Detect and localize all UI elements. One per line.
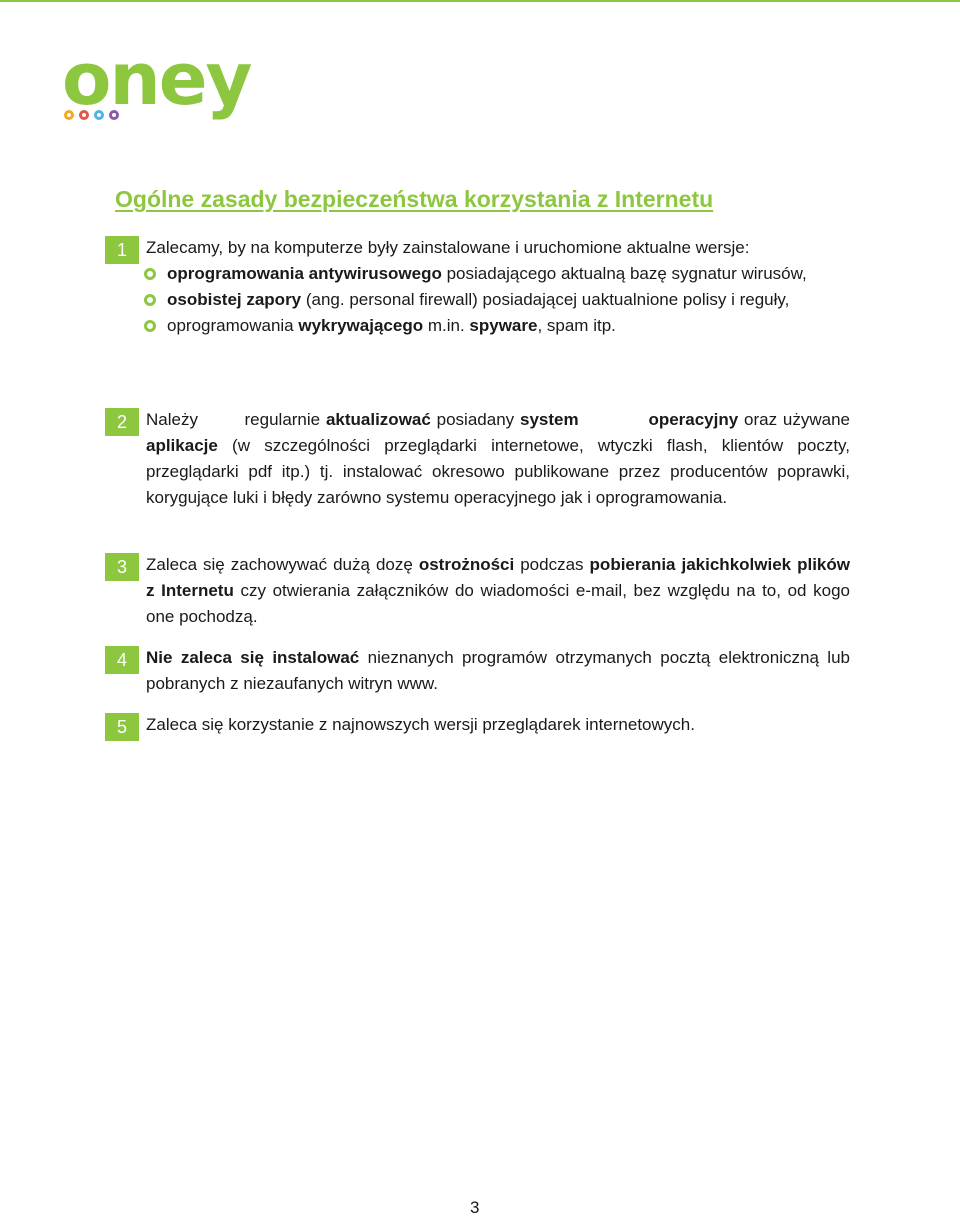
bold-text: system <box>519 410 579 429</box>
item-intro: Zalecamy, by na komputerze były zainstalowane i uruchomione aktualne wersje: <box>146 238 750 257</box>
text: Zaleca się korzystanie z najnowszych wersji przeglądarek internetowych. <box>146 715 695 734</box>
logo-dot-icon <box>79 110 89 120</box>
bold-text: pobierania jakichkolwiek plików z Internetu <box>146 555 850 600</box>
text: Należy regularnie <box>146 410 326 429</box>
top-rule <box>0 0 960 2</box>
text: (ang. personal firewall) posiadającej uaktualnione polisy i reguły, <box>301 290 790 309</box>
page-number: 3 <box>470 1198 480 1217</box>
item-content <box>146 552 850 630</box>
text: oprogramowania <box>167 316 299 335</box>
item-number-badge: 4 <box>105 646 139 674</box>
list-item <box>136 261 850 287</box>
item-content <box>146 645 850 697</box>
rule-item-5 <box>105 712 850 738</box>
item-content <box>146 235 850 339</box>
rule-item-1 <box>105 235 850 339</box>
bold-text: aktualizować <box>325 410 431 429</box>
item-number-badge: 3 <box>105 553 139 581</box>
circle-bullet-icon <box>144 320 156 332</box>
text: , spam itp. <box>537 316 616 335</box>
circle-bullet-icon <box>144 268 156 280</box>
bold-text: aplikacje <box>146 436 218 455</box>
text: nieznanych programów otrzymanych pocztą elektroniczną lub pobranych z niezaufanych witryn www. <box>146 648 850 693</box>
item-content <box>146 712 850 738</box>
rule-item-2 <box>105 407 850 511</box>
bold-text: wykrywającego <box>298 316 424 335</box>
circle-bullet-icon <box>144 294 156 306</box>
text: m.in. <box>423 316 470 335</box>
bold-text: spyware <box>469 316 538 335</box>
item-number-badge: 2 <box>105 408 139 436</box>
item-number-badge: 5 <box>105 713 139 741</box>
bold-text: osobistej zapory <box>167 290 302 309</box>
text: posiadającego aktualną bazę sygnatur wirusów, <box>441 264 807 283</box>
logo-dot-icon <box>94 110 104 120</box>
rule-item-4 <box>105 645 850 697</box>
rule-item-3 <box>105 552 850 630</box>
bold-text: oprogramowania antywirusowego <box>167 264 442 283</box>
logo-dot-icon <box>64 110 74 120</box>
text: (w szczególności przeglądarki internetowe, wtyczki flash, klientów poczty, przeglądarki pdf itp.) tj. instalować okresowo publikowane przez producentów poprawki, korygujące luki i błędy zarówno systemu operacyjnego jak i oprogramowania. <box>146 436 850 507</box>
bold-text: Nie zaleca się instalować <box>146 648 360 667</box>
oney-logo <box>62 37 251 121</box>
logo-dot-icon <box>109 110 119 120</box>
text: Zaleca się zachowywać dużą dozę <box>146 555 419 574</box>
text: czy otwierania załączników do wiadomości e-mail, bez względu na to, od kogo one pochodzą. <box>146 581 850 626</box>
bold-text: operacyjny <box>648 410 739 429</box>
bold-text: ostrożności <box>418 555 515 574</box>
text <box>579 410 649 429</box>
item-content <box>146 407 850 511</box>
text: oraz używane <box>738 410 851 429</box>
text: posiadany <box>430 410 520 429</box>
list-item <box>136 313 850 339</box>
logo-wordmark: oney <box>62 37 251 121</box>
page-title: Ogólne zasady bezpieczeństwa korzystania z Internetu <box>115 186 714 212</box>
list-item <box>136 287 850 313</box>
text: podczas <box>514 555 590 574</box>
item-number-badge: 1 <box>105 236 139 264</box>
